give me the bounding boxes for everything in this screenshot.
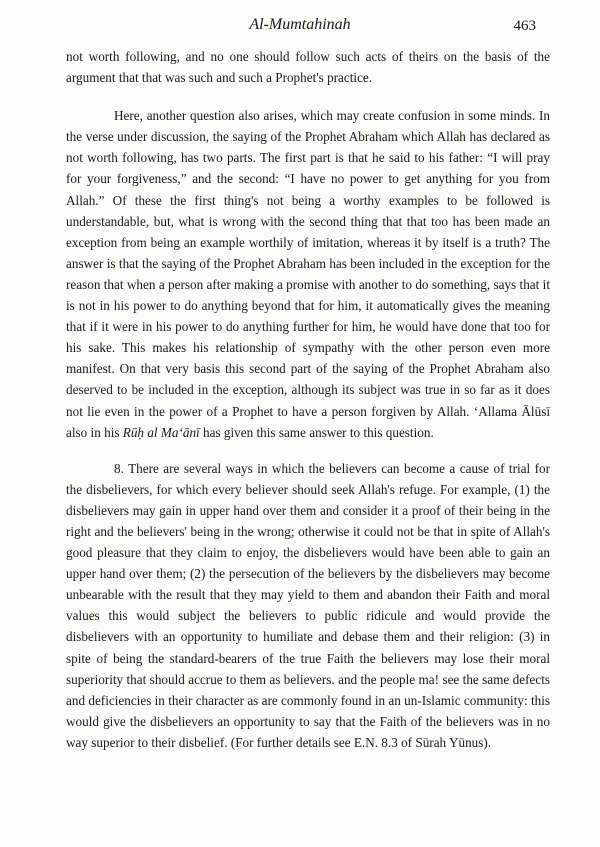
running-title: Al-Mumtahinah [249, 16, 351, 33]
paragraph-continuation: not worth following, and no one should follow such acts of theirs on the basis of the argument that that was such and such a Prophet's practice. [66, 49, 550, 86]
running-header [0, 12, 600, 38]
paragraph-text-end: has given this same answer to this question. [203, 424, 434, 440]
paragraph-note-8: 8. There are several ways in which the believers can become a cause of trial for the disbelievers, for which every believer should seek Allah's refuge. For example, (1) the disbelievers may gain in upper hand over them and consider it a proof of their being in the right and the believers' being in the wrong; otherwise it could not be that in spite of Allah's good pleasure that they claim to enjoy, the disbelievers would have been able to gain an upper hand over them; (2) the persecution of the believers by the disbelievers may become unbearable with the result that they may yield to them and abandon their Faith and moral values this would subject the believers to public ridicule and would provide the disbelievers with an opportunity to humiliate and debase them and their religion: (3) in spite of being the standard-bearers of the true Faith the believers may lose their moral superiority that should accrue to them as believers. and the people ma! see the same defects and deficiencies in their character as are commonly found in an un-Islamic community: this would give the disbelievers an opportunity to say that the Faith of the believers was in no way superior to their disbelief. (For further details see E.N. 8.3 of Sūrah Yūnus). [66, 460, 550, 750]
body-text [66, 46, 550, 753]
paragraph-text: Here, another question also arises, which may create confusion in some minds. In the verse under discussion, the saying of the Prophet Abraham which Allah has declared as not worth following, has two parts. The first part is that he said to his father: “I will pray for your forgiveness,” and the second: “I have no power to get anything for you from Allah.” Of these the first thing's not being a worthy examples to be followed is understandable, but, what is wrong with the second thing that that too has been made an exception from being an example worthily of imitation, whereas it by itself is a truth? The answer is that the saying of the Prophet Abraham has been included in the exception for the reason that when a person after making a promise with another to do something, says that it is not in his power to do anything beyond that for him, it automatically gives the meaning that if it were in his power to do anything further for him, he would have done that too for his sake. This makes his relationship of sympathy with the other person even more manifest. On that very basis this second part of the saying of the Prophet Abraham also deserved to be included in the exception, although its subject was true in so far as it does not lie even in the power of a Prophet to have a person forgiven by Allah. ‘Allama Ālūsī also in his [66, 108, 550, 440]
paragraph-abraham-saying [66, 105, 550, 443]
page-number: 463 [513, 18, 536, 34]
book-title: Rūḥ al Ma‘ānī [122, 424, 200, 440]
